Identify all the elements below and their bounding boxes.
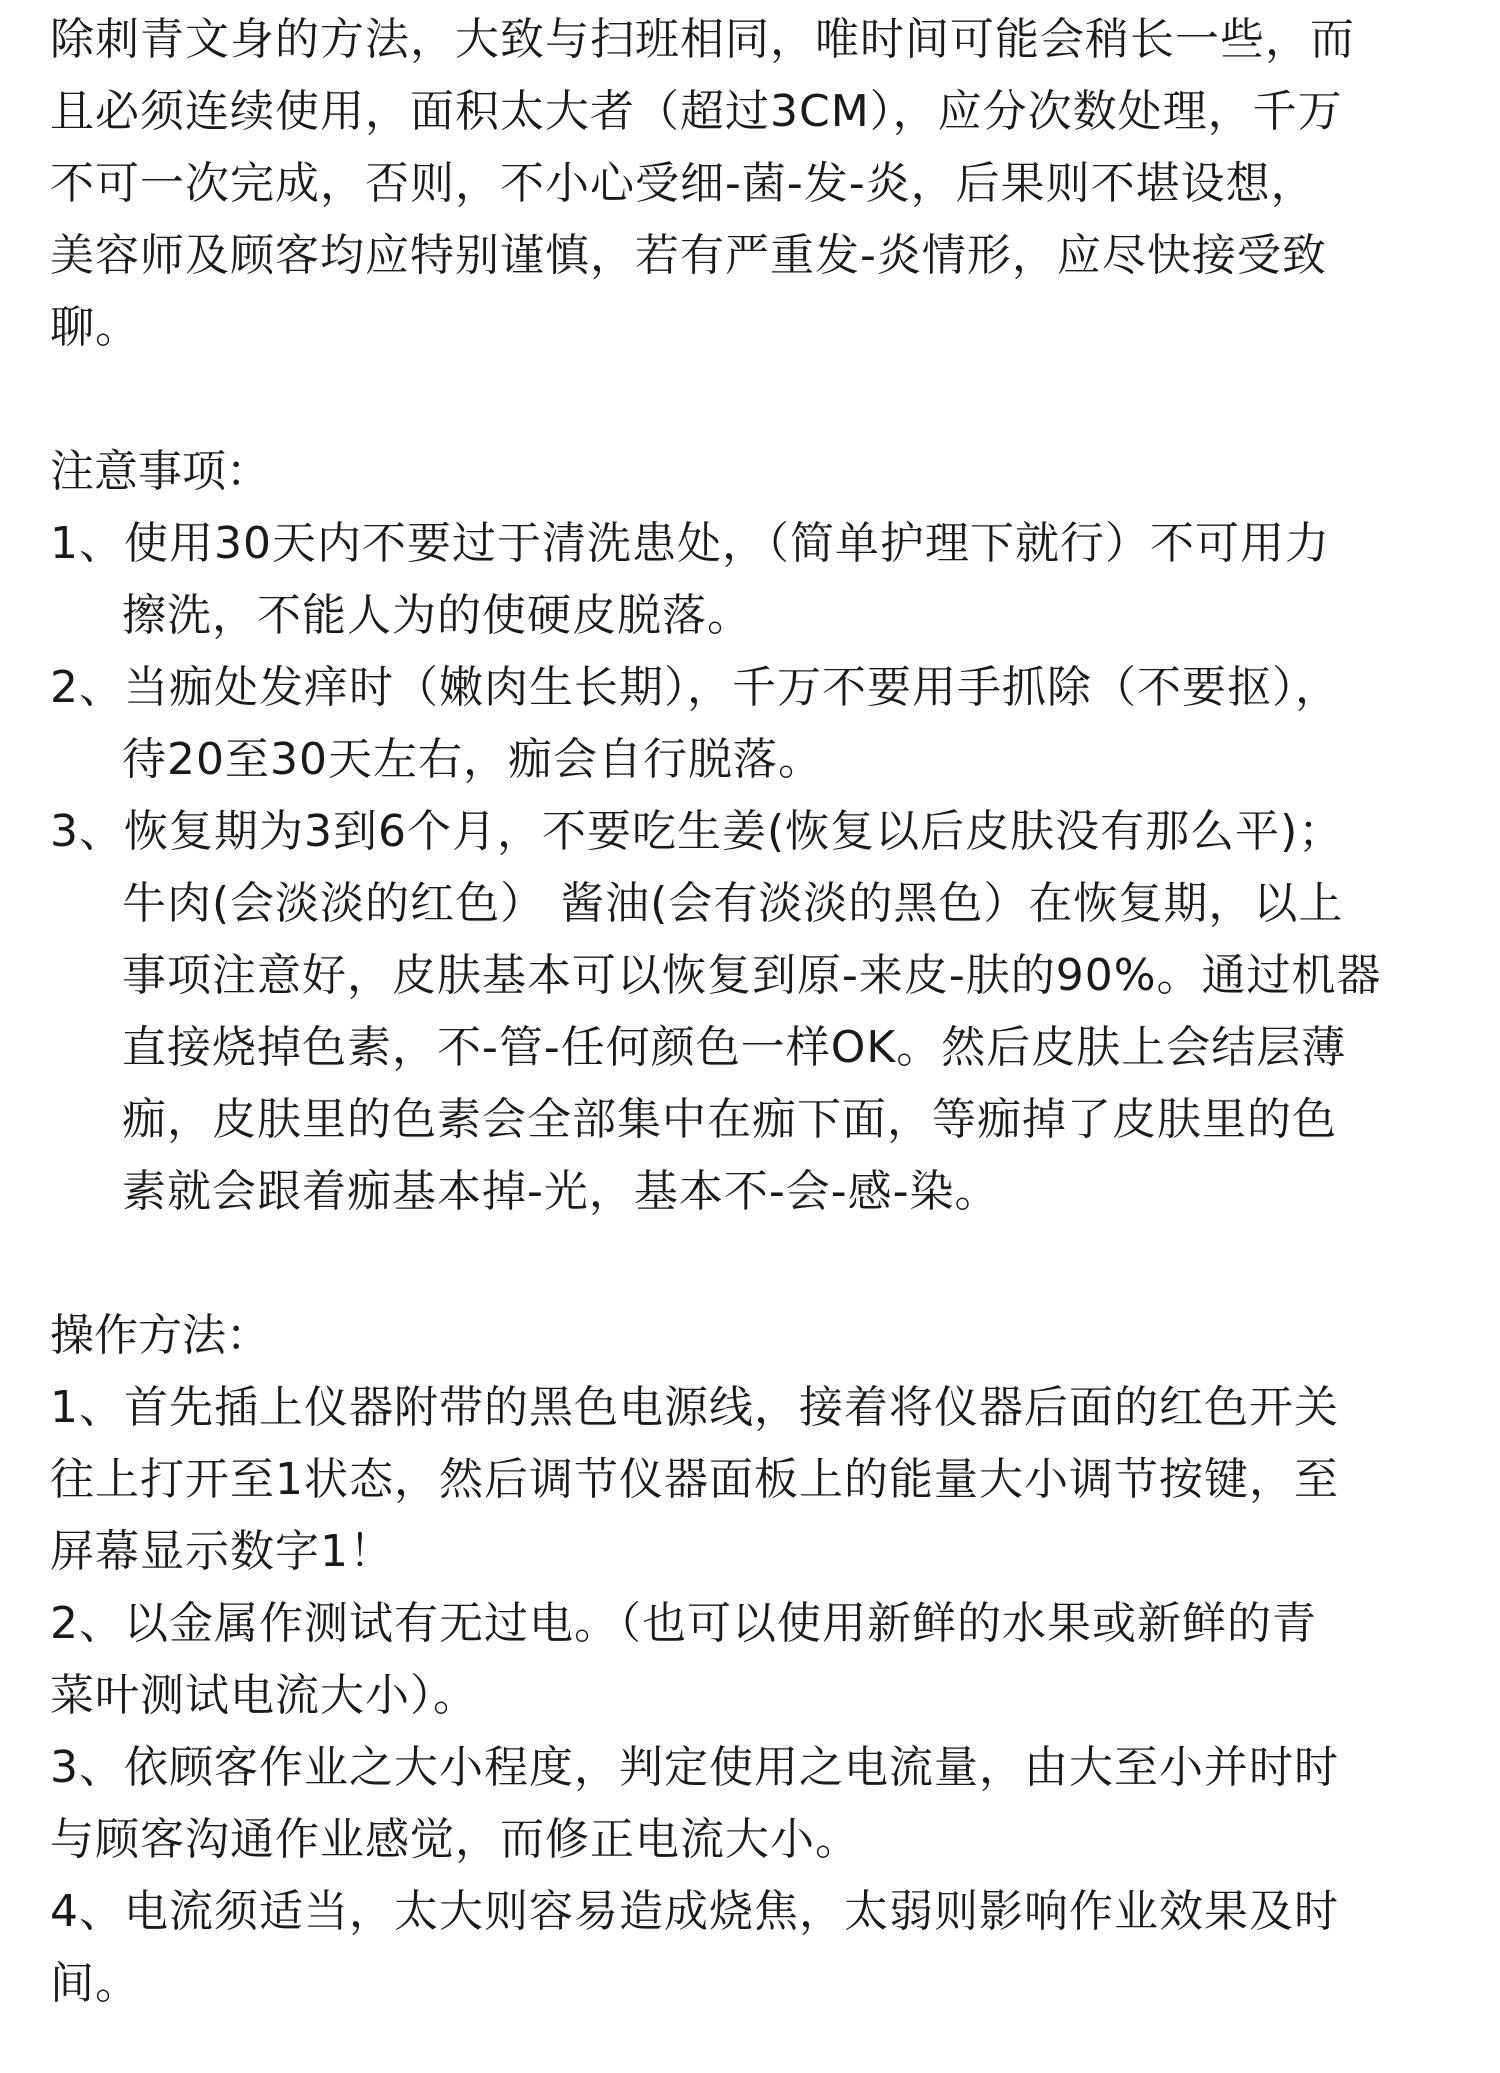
precautions-section — [50, 436, 1470, 1228]
precautions-heading: 注意事项： — [50, 446, 270, 497]
list-item-line: 间。 — [50, 1958, 140, 2009]
list-item-line: 3、依顾客作业之大小程度，判定使用之电流量，由大至小并时时 — [50, 1742, 1339, 1793]
intro-line: 美容师及顾客均应特别谨慎，若有严重发-炎情形，应尽快接受致 — [50, 230, 1327, 281]
list-item-line: 事项注意好，皮肤基本可以恢复到原-来皮-肤的90%。通过机器 — [122, 950, 1382, 1001]
intro-line: 除刺青文身的方法，大致与扫班相同，唯时间可能会稍长一些，而 — [50, 14, 1355, 65]
list-item-line: 菜叶测试电流大小）。 — [50, 1670, 478, 1721]
intro-line: 不可一次完成，否则，不小心受细-菌-发-炎，后果则不堪设想， — [50, 158, 1316, 209]
list-item-line: 2、以金属作测试有无过电。（也可以使用新鲜的水果或新鲜的青 — [50, 1598, 1317, 1649]
operation-section — [50, 1300, 1470, 2020]
operation-step-4 — [50, 1876, 1470, 2020]
intro-line: 聊。 — [50, 302, 140, 353]
list-item-line: 1、使用30天内不要过于清洗患处，（简单护理下就行）不可用力 — [50, 518, 1330, 569]
list-item-line: 屏幕显示数字1！ — [50, 1526, 394, 1577]
intro-line: 且必须连续使用，面积太大者（超过3CM），应分次数处理，千万 — [50, 86, 1343, 137]
list-item-line: 4、电流须适当，太大则容易造成烧焦，太弱则影响作业效果及时 — [50, 1886, 1339, 1937]
list-item-line: 痂，皮肤里的色素会全部集中在痂下面，等痂掉了皮肤里的色 — [122, 1094, 1337, 1145]
precaution-item-3 — [50, 796, 1470, 1228]
document-page — [50, 4, 1470, 2020]
list-item-line: 1、首先插上仪器附带的黑色电源线，接着将仪器后面的红色开关 — [50, 1382, 1339, 1433]
list-item-line: 往上打开至1状态，然后调节仪器面板上的能量大小调节按键，至 — [50, 1454, 1339, 1505]
precaution-item-2 — [50, 652, 1470, 796]
list-item-line: 2、当痂处发痒时（嫩肉生长期），千万不要用手抓除（不要抠）， — [50, 662, 1340, 713]
operation-step-3 — [50, 1732, 1470, 1876]
operation-step-1 — [50, 1372, 1470, 1588]
list-item-line: 直接烧掉色素，不-管-任何颜色一样OK。然后皮肤上会结层薄 — [122, 1022, 1347, 1073]
precaution-item-1 — [50, 508, 1470, 652]
list-item-line: 与顾客沟通作业感觉，而修正电流大小。 — [50, 1814, 860, 1865]
paragraph-spacer — [50, 364, 1470, 436]
list-item-line: 素就会跟着痂基本掉-光，基本不-会-感-染。 — [122, 1166, 1000, 1217]
list-item-line: 擦洗，不能人为的使硬皮脱落。 — [122, 590, 752, 641]
list-item-line: 3、恢复期为3到6个月，不要吃生姜(恢复以后皮肤没有那么平)； — [50, 806, 1344, 857]
operation-heading: 操作方法： — [50, 1310, 270, 1361]
operation-step-2 — [50, 1588, 1470, 1732]
intro-paragraph — [50, 4, 1470, 364]
list-item-line: 牛肉(会淡淡的红色） 酱油(会有淡淡的黑色）在恢复期，以上 — [122, 878, 1344, 929]
paragraph-spacer — [50, 1228, 1470, 1300]
list-item-line: 待20至30天左右，痂会自行脱落。 — [122, 734, 823, 785]
